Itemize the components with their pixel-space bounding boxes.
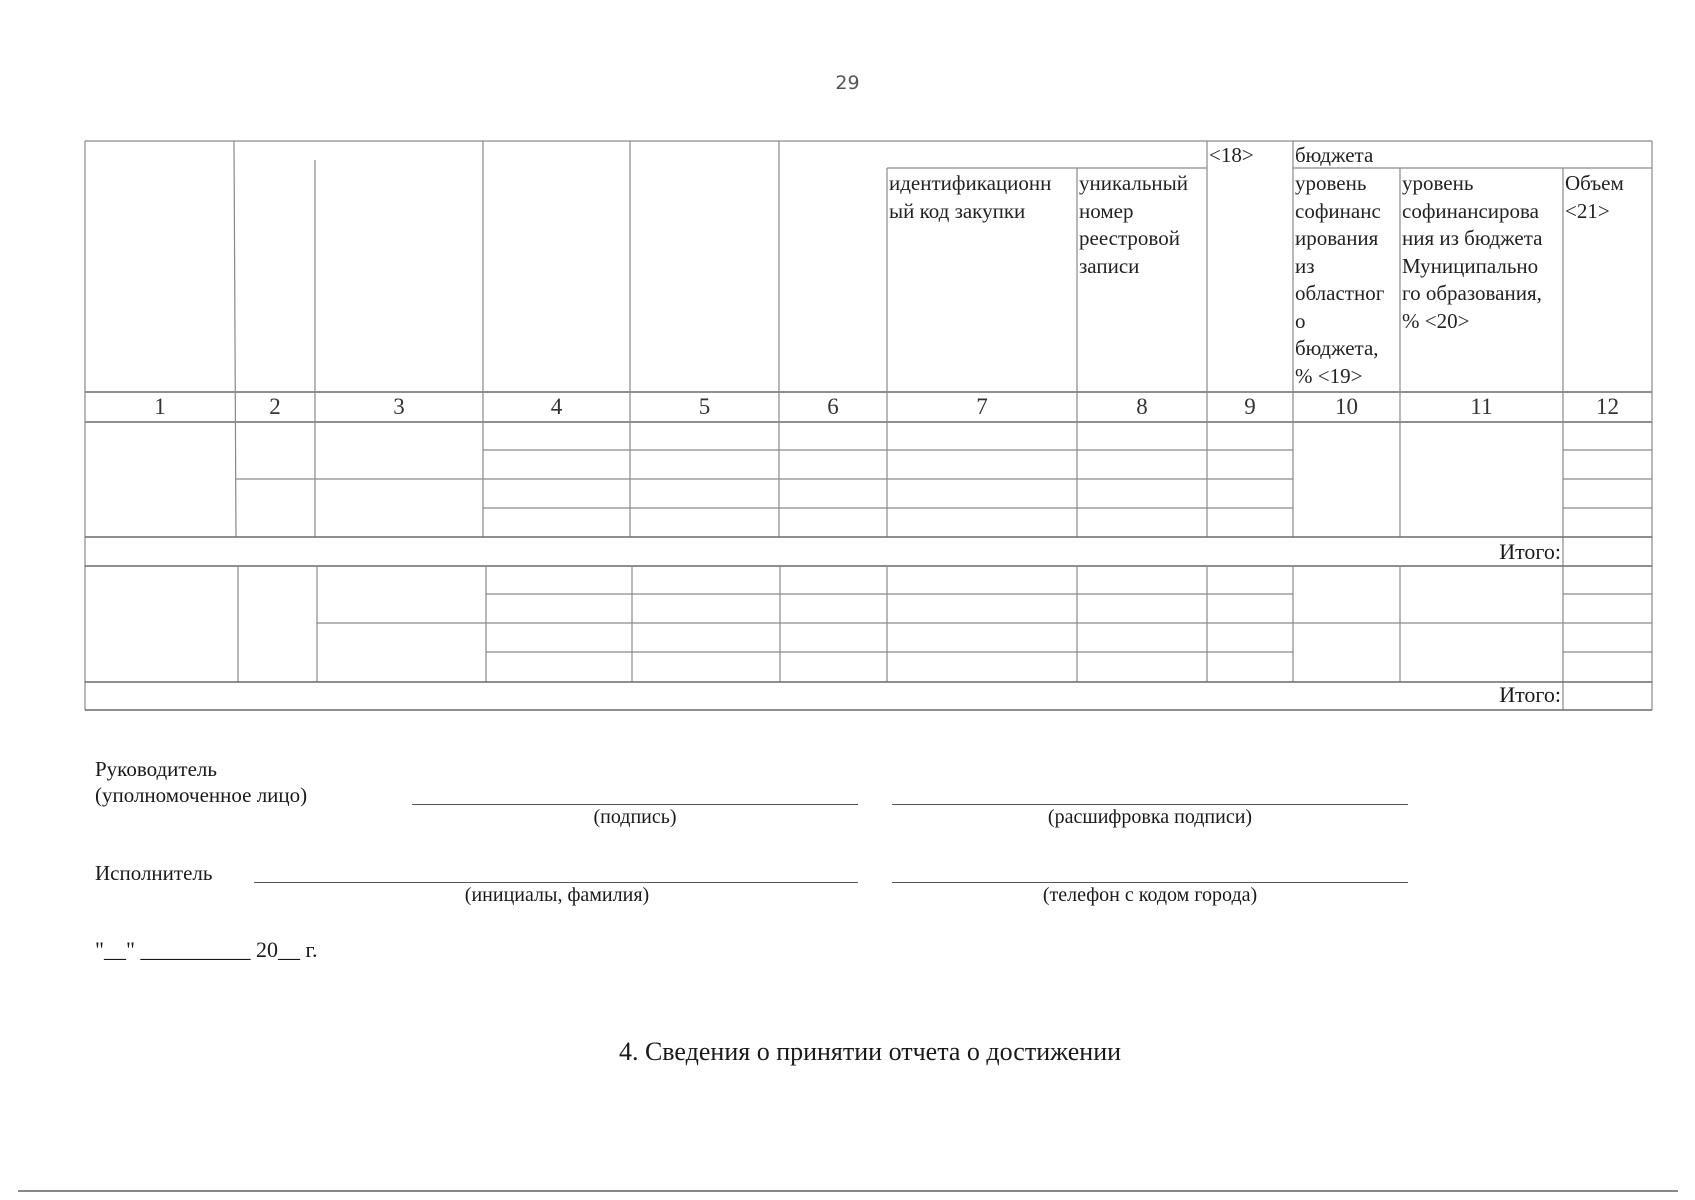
signature-caption: (подпись)	[593, 806, 677, 828]
column-number-3: 3	[393, 394, 405, 419]
column-number-5: 5	[698, 394, 711, 419]
column-number-10: 10	[1335, 394, 1358, 419]
header-col8: уникальный номер реестровой записи	[1079, 171, 1189, 278]
header-col10: уровень софинанс ирования из областног о бюджета, % <19>	[1295, 171, 1385, 388]
initials-caption: (инициалы, фамилия)	[464, 884, 650, 906]
bottom-rule	[18, 1190, 1678, 1192]
column-number-6: 6	[827, 394, 839, 419]
column-number-1: 1	[154, 394, 166, 419]
column-number-11: 11	[1470, 394, 1493, 419]
section-heading: 4. Сведения о принятии отчета о достижении	[618, 1037, 1122, 1066]
header-col9-note: <18>	[1209, 143, 1254, 167]
header-col11: уровень софинансирова ния из бюджета Муниципально го образования, % <20>	[1402, 171, 1543, 333]
page-number: 29	[835, 72, 860, 94]
header-col7: идентификационн ый код закупки	[889, 171, 1052, 223]
phone-caption: (телефон с кодом города)	[1042, 884, 1258, 906]
initials-line[interactable]	[254, 882, 858, 883]
executor-label: Исполнитель	[95, 861, 213, 885]
signature-decode-line[interactable]	[892, 804, 1408, 805]
column-number-9: 9	[1244, 394, 1256, 419]
header-budget: бюджета	[1295, 143, 1374, 167]
column-number-2: 2	[269, 394, 281, 419]
signature-line[interactable]	[412, 804, 858, 805]
total-label-1: Итого:	[1499, 539, 1561, 564]
column-number-7: 7	[976, 394, 988, 419]
signature-decode-caption: (расшифровка подписи)	[1047, 806, 1253, 828]
total-label-2: Итого:	[1499, 682, 1561, 707]
date-line: "__" __________ 20__ г.	[95, 937, 318, 962]
column-number-4: 4	[550, 394, 563, 419]
head-label-line1: Руководитель	[95, 757, 217, 781]
head-label-line2: (уполномоченное лицо)	[95, 783, 308, 807]
column-number-12: 12	[1596, 394, 1619, 419]
header-col12: Объем <21>	[1565, 171, 1624, 223]
phone-line[interactable]	[892, 882, 1408, 883]
column-number-8: 8	[1136, 394, 1148, 419]
head-label	[95, 756, 307, 808]
